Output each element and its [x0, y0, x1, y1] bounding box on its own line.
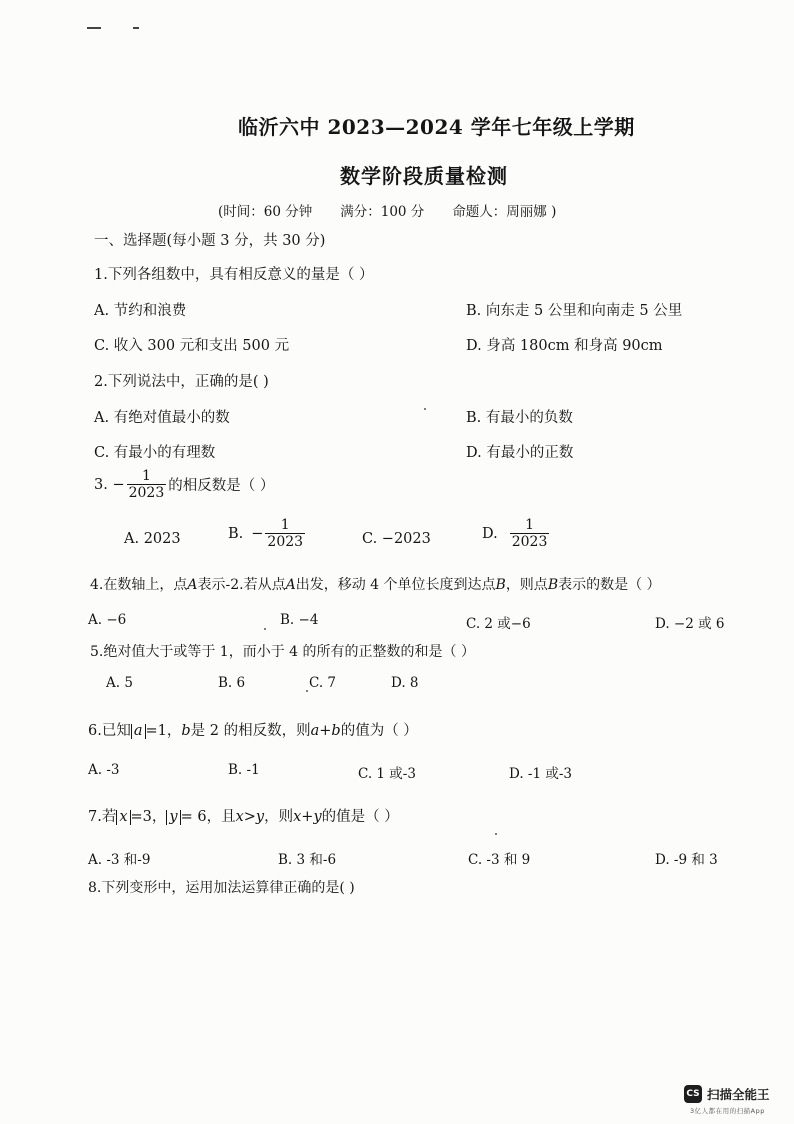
question-7-option-c[interactable]: C. -3 和 9 — [468, 852, 531, 868]
scan-speck — [264, 628, 266, 630]
scan-mark-right — [133, 27, 139, 29]
watermark-tagline: 3亿人都在用的扫描App — [690, 1107, 765, 1115]
watermark-name: 扫描全能王 — [707, 1087, 770, 1102]
option-b-fraction — [265, 518, 305, 549]
question-4-text-c: 出发，移动 4 个单位长度到达点 — [295, 577, 496, 593]
point-b-var: B — [495, 577, 506, 593]
abs-value-a: a — [131, 724, 146, 739]
question-6-stem — [88, 719, 418, 740]
scan-speck — [495, 833, 497, 835]
question-3-fraction — [127, 469, 167, 500]
fraction-numerator: 1 — [280, 517, 290, 533]
question-7-text-b: =3， — [130, 809, 167, 825]
question-7-stem — [88, 805, 399, 826]
question-7-option-b[interactable]: B. 3 和-6 — [278, 852, 337, 868]
var-b: b — [181, 723, 191, 739]
question-2-stem: 2.下列说法中，正确的是( ) — [94, 374, 269, 390]
question-8-stem: 8.下列变形中，运用加法运算律正确的是( ) — [88, 880, 355, 896]
question-4-text-d: ，则点 — [505, 577, 548, 593]
option-d-fraction — [510, 518, 550, 549]
fraction-denominator: 2023 — [128, 484, 165, 501]
question-1-option-c[interactable]: C. 收入 300 元和支出 500 元 — [94, 338, 290, 354]
exam-score: 满分：100 分 — [340, 204, 425, 220]
question-4-option-a[interactable]: A. −6 — [88, 612, 127, 628]
question-3-stem — [94, 469, 274, 500]
question-5-option-b[interactable]: B. 6 — [218, 675, 246, 691]
question-7-text-d: ，则 — [264, 809, 294, 825]
question-7-text-a: 7.若 — [88, 809, 117, 825]
question-5-option-a[interactable]: A. 5 — [106, 675, 133, 691]
question-5-option-c[interactable]: C. 7 — [309, 675, 337, 691]
option-b-label: B. — [228, 525, 244, 542]
question-3-option-b[interactable] — [228, 518, 307, 549]
option-d-label: D. — [482, 525, 498, 542]
expr-x-plus-y: x+y — [293, 809, 322, 825]
question-4-text-b: 表示-2.若从点 — [197, 577, 286, 593]
question-3-prefix: 3. − — [94, 476, 125, 493]
point-a-var: A — [187, 577, 198, 593]
exam-title: 临沂六中 2023—2024 学年七年级上学期 — [238, 115, 635, 139]
exam-author: 命题人：周丽娜 ) — [452, 204, 557, 220]
question-3-suffix: 的相反数是（ ） — [168, 478, 275, 495]
abs-value-y: y — [166, 810, 180, 825]
question-2-option-b[interactable]: B. 有最小的负数 — [466, 410, 573, 426]
question-1-option-b[interactable]: B. 向东走 5 公里和向南走 5 公里 — [466, 303, 683, 319]
question-6-option-b[interactable]: B. -1 — [228, 762, 260, 778]
question-2-option-a[interactable]: A. 有绝对值最小的数 — [94, 410, 230, 426]
scan-speck — [306, 690, 308, 692]
question-5-stem: 5.绝对值大于或等于 1，而小于 4 的所有的正整数的和是（ ） — [90, 644, 475, 660]
question-7-text-c: = 6，且 — [180, 809, 236, 825]
fraction-numerator: 1 — [525, 517, 534, 533]
point-b-var: B — [547, 577, 559, 593]
expr-a-plus-b: a+b — [310, 723, 341, 739]
question-6-option-c[interactable]: C. 1 或-3 — [358, 766, 416, 782]
scan-speck — [424, 408, 426, 410]
question-3-option-d[interactable] — [482, 518, 551, 549]
fraction-numerator: 1 — [141, 468, 151, 484]
question-6-text-d: 的值为（ ） — [340, 723, 418, 739]
scanner-watermark — [684, 1085, 770, 1103]
exam-time: (时间：60 分钟 — [218, 204, 313, 220]
question-4-option-c[interactable]: C. 2 或−6 — [466, 616, 531, 632]
condition-x-gt-y: x>y — [235, 809, 265, 825]
question-4-stem — [90, 574, 661, 594]
question-7-option-a[interactable]: A. -3 和-9 — [88, 852, 151, 868]
question-1-option-d[interactable]: D. 身高 180cm 和身高 90cm — [466, 338, 663, 354]
scan-mark-left — [87, 27, 101, 29]
question-6-text-a: 6.已知 — [88, 723, 131, 739]
question-4-text-a: 4.在数轴上，点 — [90, 577, 188, 593]
camscanner-logo-icon: CS — [684, 1085, 702, 1103]
question-4-option-d[interactable]: D. −2 或 6 — [655, 616, 725, 632]
question-5-option-d[interactable]: D. 8 — [391, 675, 419, 691]
section-heading: 一、选择题(每小题 3 分，共 30 分) — [94, 233, 326, 249]
question-2-option-c[interactable]: C. 有最小的有理数 — [94, 445, 216, 461]
fraction-denominator: 2023 — [267, 533, 304, 550]
question-6-text-c: 是 2 的相反数，则 — [190, 723, 311, 739]
option-b-sign: − — [251, 525, 264, 542]
question-3-option-c[interactable]: C. −2023 — [362, 531, 431, 547]
exam-subtitle: 数学阶段质量检测 — [340, 164, 508, 188]
question-7-option-d[interactable]: D. -9 和 3 — [655, 852, 718, 868]
question-4-text-e: 表示的数是（ ） — [558, 577, 661, 593]
question-1-option-a[interactable]: A. 节约和浪费 — [94, 303, 187, 319]
abs-value-x: x — [116, 810, 130, 825]
question-3-option-a[interactable]: A. 2023 — [124, 531, 181, 547]
question-2-option-d[interactable]: D. 有最小的正数 — [466, 445, 574, 461]
question-7-text-e: 的值是（ ） — [321, 809, 399, 825]
point-a-var: A — [285, 577, 296, 593]
question-6-text-b: =1， — [145, 723, 182, 739]
question-4-option-b[interactable]: B. −4 — [280, 612, 319, 628]
exam-meta — [218, 200, 556, 220]
question-1-stem: 1.下列各组数中，具有相反意义的量是（ ） — [94, 267, 374, 283]
fraction-denominator: 2023 — [511, 533, 548, 550]
question-6-option-d[interactable]: D. -1 或-3 — [509, 766, 573, 782]
question-6-option-a[interactable]: A. -3 — [88, 762, 120, 778]
